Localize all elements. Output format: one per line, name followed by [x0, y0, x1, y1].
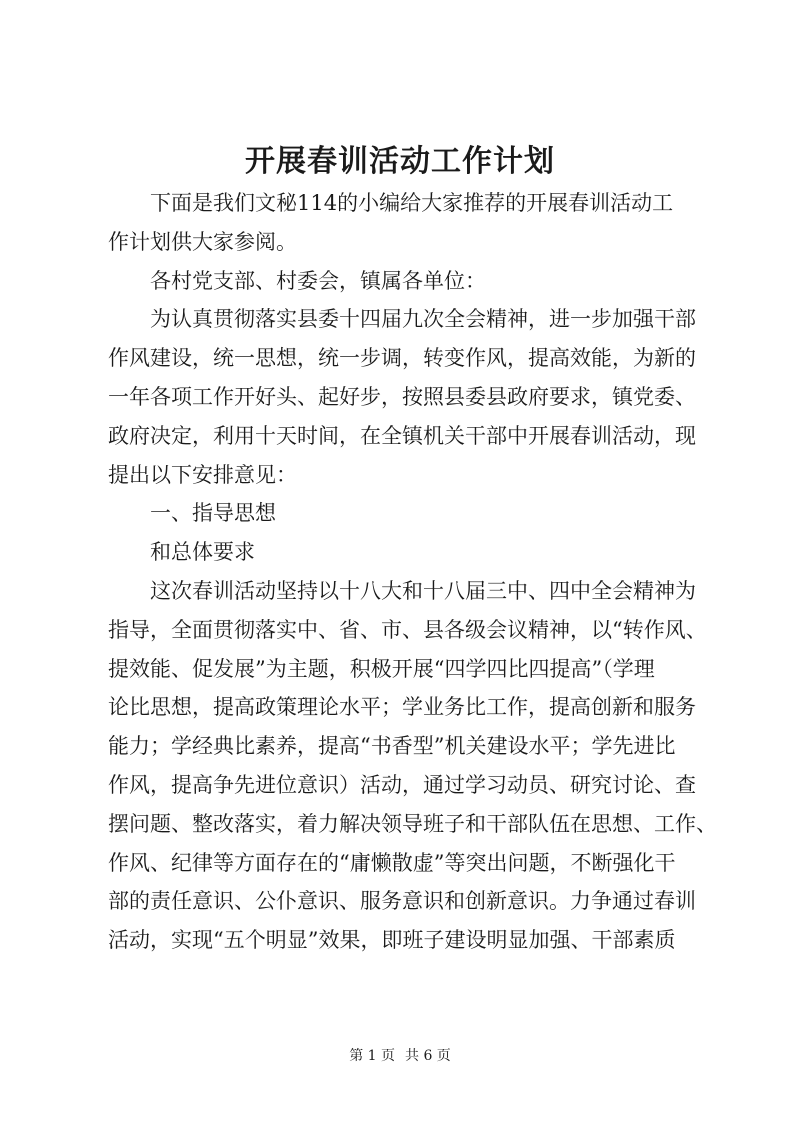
page-number: 第 1 页	[349, 1048, 395, 1064]
body-line: 作风建设，统一思想，统一步调，转变作风，提高效能，为新的	[108, 346, 696, 371]
body-line: 摆问题、整改落实，着力解决领导班子和干部队伍在思想、工作、	[108, 811, 717, 836]
body-line: 活动，实现“五个明显”效果，即班子建设明显加强、干部素质	[108, 928, 676, 953]
body-line: 一、指导思想	[150, 501, 276, 526]
body-line: 为认真贯彻落实县委十四届九次全会精神，进一步加强干部	[150, 307, 696, 332]
body-line: 作计划供大家参阅。	[108, 229, 297, 254]
body-line: 提出以下安排意见：	[108, 462, 297, 487]
body-line: 指导，全面贯彻落实中、省、市、县各级会议精神，以“转作风、	[108, 617, 707, 642]
body-line: 部的责任意识、公仆意识、服务意识和创新意识。力争通过春训	[108, 889, 696, 914]
document-title: 开展春训活动工作计划	[245, 144, 555, 179]
body-line: 提效能、促发展”为主题，积极开展“四学四比四提高”（学理	[108, 656, 655, 681]
body-line: 下面是我们文秘114的小编给大家推荐的开展春训活动工	[150, 191, 674, 215]
body-line: 各村党支部、村委会，镇属各单位：	[150, 268, 486, 293]
document-body	[108, 184, 718, 960]
body-line: 论比思想，提高政策理论水平；学业务比工作，提高创新和服务	[108, 695, 696, 720]
body-line: 这次春训活动坚持以十八大和十八届三中、四中全会精神为	[150, 578, 696, 603]
body-line: 一年各项工作开好头、起好步，按照县委县政府要求，镇党委、	[108, 384, 696, 409]
body-line: 能力；学经典比素养，提高“书香型”机关建设水平；学先进比	[108, 734, 676, 759]
body-line: 作风，提高争先进位意识）活动，通过学习动员、研究讨论、查	[108, 772, 696, 797]
body-line: 政府决定，利用十天时间，在全镇机关干部中开展春训活动，现	[108, 423, 696, 448]
body-line: 和总体要求	[150, 540, 255, 565]
body-line: 作风、纪律等方面存在的“庸懒散虚”等突出问题，不断强化干	[108, 850, 676, 875]
page-footer	[0, 1046, 800, 1066]
page-total: 共 6 页	[405, 1048, 451, 1064]
